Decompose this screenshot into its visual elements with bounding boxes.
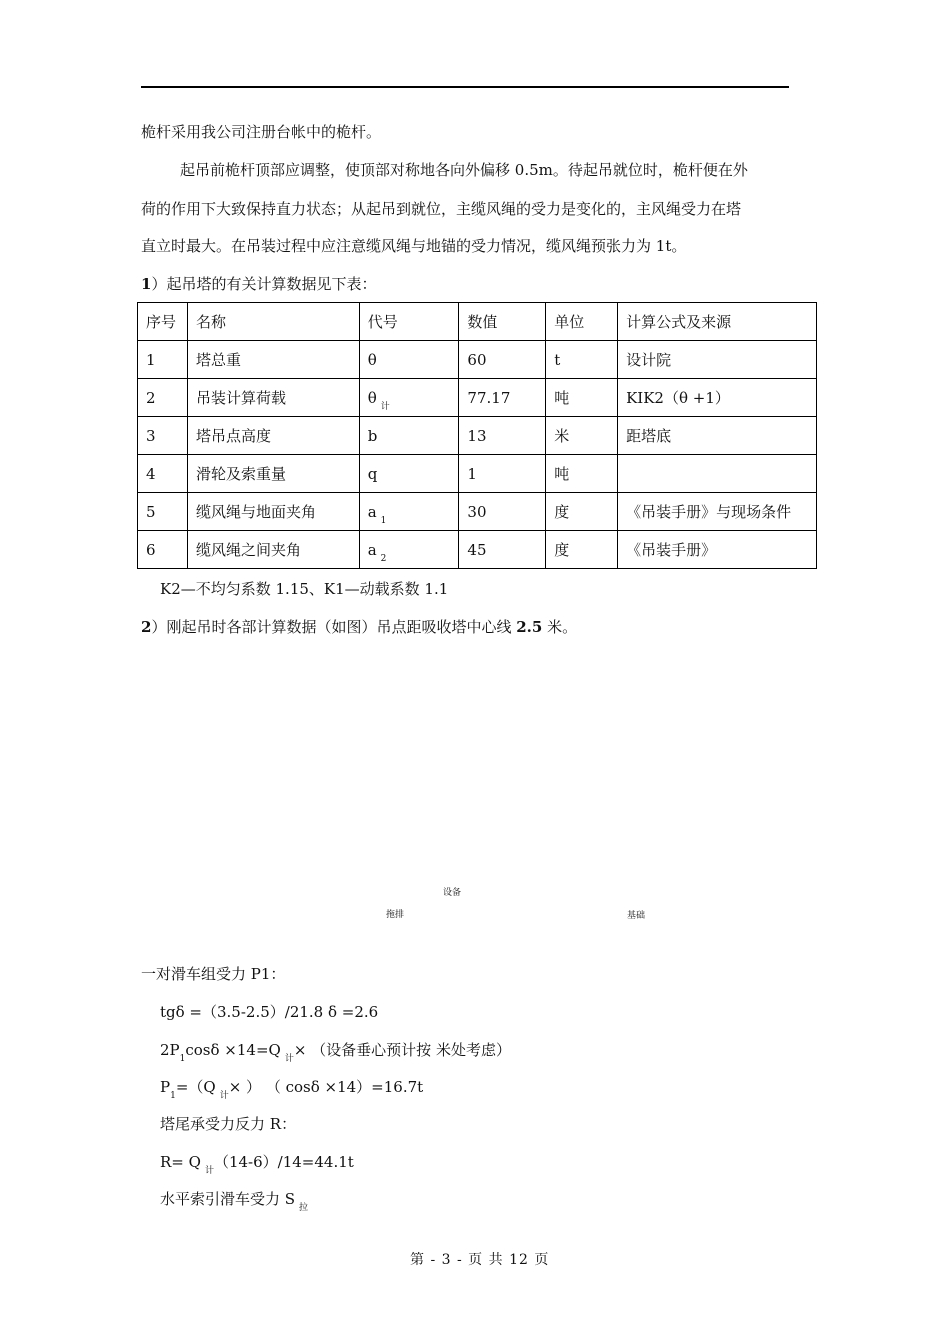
- eq-subscript: 1: [170, 1091, 176, 1101]
- figure-label-base: 基础: [627, 911, 646, 921]
- table-row: [138, 417, 817, 455]
- table-header: 名称: [187, 303, 359, 341]
- cell-no: 3: [138, 417, 188, 455]
- eq-subscript: 拉: [299, 1203, 309, 1213]
- eq-subscript: 计: [204, 1166, 214, 1176]
- cell-value: 13: [459, 417, 546, 455]
- figure-label-equipment: 设备: [443, 888, 462, 898]
- cell-code: [359, 341, 459, 379]
- section-number: 2: [141, 618, 152, 636]
- tangent-equation: tgδ =（3.5-2.5）/21.8 δ =2.6: [160, 1003, 379, 1021]
- table-row: [138, 493, 817, 531]
- code-symbol: q: [367, 464, 378, 483]
- code-subscript: 1: [380, 515, 387, 526]
- cell-name: 缆风绳之间夹角: [187, 531, 359, 569]
- cell-source: 《吊装手册》: [618, 531, 817, 569]
- cell-source: 《吊装手册》与现场条件: [618, 493, 817, 531]
- cell-unit: 度: [546, 493, 618, 531]
- cell-value: 30: [459, 493, 546, 531]
- code-symbol: θ: [367, 350, 377, 369]
- cell-code: [359, 493, 459, 531]
- eq-part: × （设备垂心预计按 米处考虑）: [293, 1041, 511, 1059]
- page-footer: 第 - 3 - 页 共 12 页: [410, 1252, 550, 1268]
- cell-source: 设计院: [618, 341, 817, 379]
- code-symbol: b: [367, 426, 378, 445]
- eq-part: cosδ ×14=Q: [185, 1041, 281, 1059]
- horizontal-pulley-line: [160, 1188, 308, 1213]
- cell-no: 2: [138, 379, 188, 417]
- cell-no: 1: [138, 341, 188, 379]
- eq-part: 水平索引滑车受力 S: [160, 1190, 296, 1208]
- reaction-title: 塔尾承受力反力 R：: [160, 1115, 297, 1133]
- code-symbol: θ: [367, 388, 377, 407]
- eq-part: R= Q: [160, 1153, 201, 1171]
- table-header-row: [138, 303, 817, 341]
- cell-unit: 吨: [546, 379, 618, 417]
- cell-unit: 度: [546, 531, 618, 569]
- eq-part: × ） （ cosδ ×14）=16.7t: [228, 1078, 424, 1096]
- section-2-heading: [141, 616, 577, 638]
- cell-code: [359, 455, 459, 493]
- code-symbol: a: [367, 502, 377, 521]
- cell-source: KIK2（θ +1）: [618, 379, 817, 417]
- equation-r: [160, 1151, 354, 1176]
- equation-2p1: [160, 1039, 511, 1064]
- cell-value: 60: [459, 341, 546, 379]
- code-subscript: 2: [380, 553, 387, 564]
- section-text-end: 米。: [542, 618, 578, 636]
- table-header: 计算公式及来源: [618, 303, 817, 341]
- cell-code: [359, 531, 459, 569]
- cell-value: 45: [459, 531, 546, 569]
- table-row: [138, 531, 817, 569]
- intro-line: 桅杆采用我公司注册台帐中的桅杆。: [141, 123, 382, 141]
- table-header: 单位: [546, 303, 618, 341]
- cell-no: 4: [138, 455, 188, 493]
- paragraph-line-1: 起吊前桅杆顶部应调整，使顶部对称地各向外偏移 0.5m。待起吊就位时，桅杆便在外: [180, 161, 748, 179]
- paragraph-line-2: 荷的作用下大致保持直力状态；从起吊到就位，主缆风绳的受力是变化的，主风绳受力在塔: [141, 200, 742, 218]
- section-1-heading: [141, 273, 376, 295]
- table-row: [138, 341, 817, 379]
- cell-source: 距塔底: [618, 417, 817, 455]
- cell-value: 1: [459, 455, 546, 493]
- coefficient-note: K2—不均匀系数 1.15、K1—动载系数 1.1: [160, 580, 449, 598]
- section-number: 1: [141, 275, 152, 293]
- table-row: [138, 379, 817, 417]
- equation-p1: [160, 1076, 423, 1101]
- cell-source: [618, 455, 817, 493]
- paragraph-line-3: 直立时最大。在吊装过程中应注意缆风绳与地锚的受力情况，缆风绳预张力为 1t。: [141, 237, 687, 255]
- code-symbol: a: [367, 540, 377, 559]
- cell-unit: 吨: [546, 455, 618, 493]
- table-header: 代号: [359, 303, 459, 341]
- section-text: ）刚起吊时各部计算数据（如图）吊点距吸收塔中心线: [151, 618, 517, 636]
- cell-name: 缆风绳与地面夹角: [187, 493, 359, 531]
- cell-unit: 米: [546, 417, 618, 455]
- cell-name: 滑轮及索重量: [187, 455, 359, 493]
- distance-value: 2.5: [516, 618, 543, 636]
- cell-code: [359, 417, 459, 455]
- eq-subscript: 1: [179, 1054, 186, 1064]
- figure-label-drag: 拖排: [386, 910, 405, 920]
- eq-subscript: 计: [219, 1091, 229, 1101]
- table-header: 序号: [138, 303, 188, 341]
- cell-no: 6: [138, 531, 188, 569]
- data-table: [137, 302, 817, 569]
- cell-name: 塔总重: [187, 341, 359, 379]
- cell-name: 吊装计算荷载: [187, 379, 359, 417]
- cell-name: 塔吊点高度: [187, 417, 359, 455]
- cell-code: [359, 379, 459, 417]
- eq-part: =（Q: [175, 1078, 216, 1096]
- header-rule: [141, 86, 789, 88]
- eq-subscript: 计: [284, 1054, 294, 1064]
- eq-part: P: [160, 1078, 171, 1096]
- cell-value: 77.17: [459, 379, 546, 417]
- table-header: 数值: [459, 303, 546, 341]
- p1-title: 一对滑车组受力 P1：: [141, 965, 286, 983]
- cell-no: 5: [138, 493, 188, 531]
- table-row: [138, 455, 817, 493]
- section-text: ）起吊塔的有关计算数据见下表：: [151, 275, 377, 293]
- eq-part: 2P: [160, 1041, 180, 1059]
- code-subscript: 计: [380, 401, 390, 412]
- eq-part: （14-6）/14=44.1t: [213, 1153, 354, 1171]
- cell-unit: t: [546, 341, 618, 379]
